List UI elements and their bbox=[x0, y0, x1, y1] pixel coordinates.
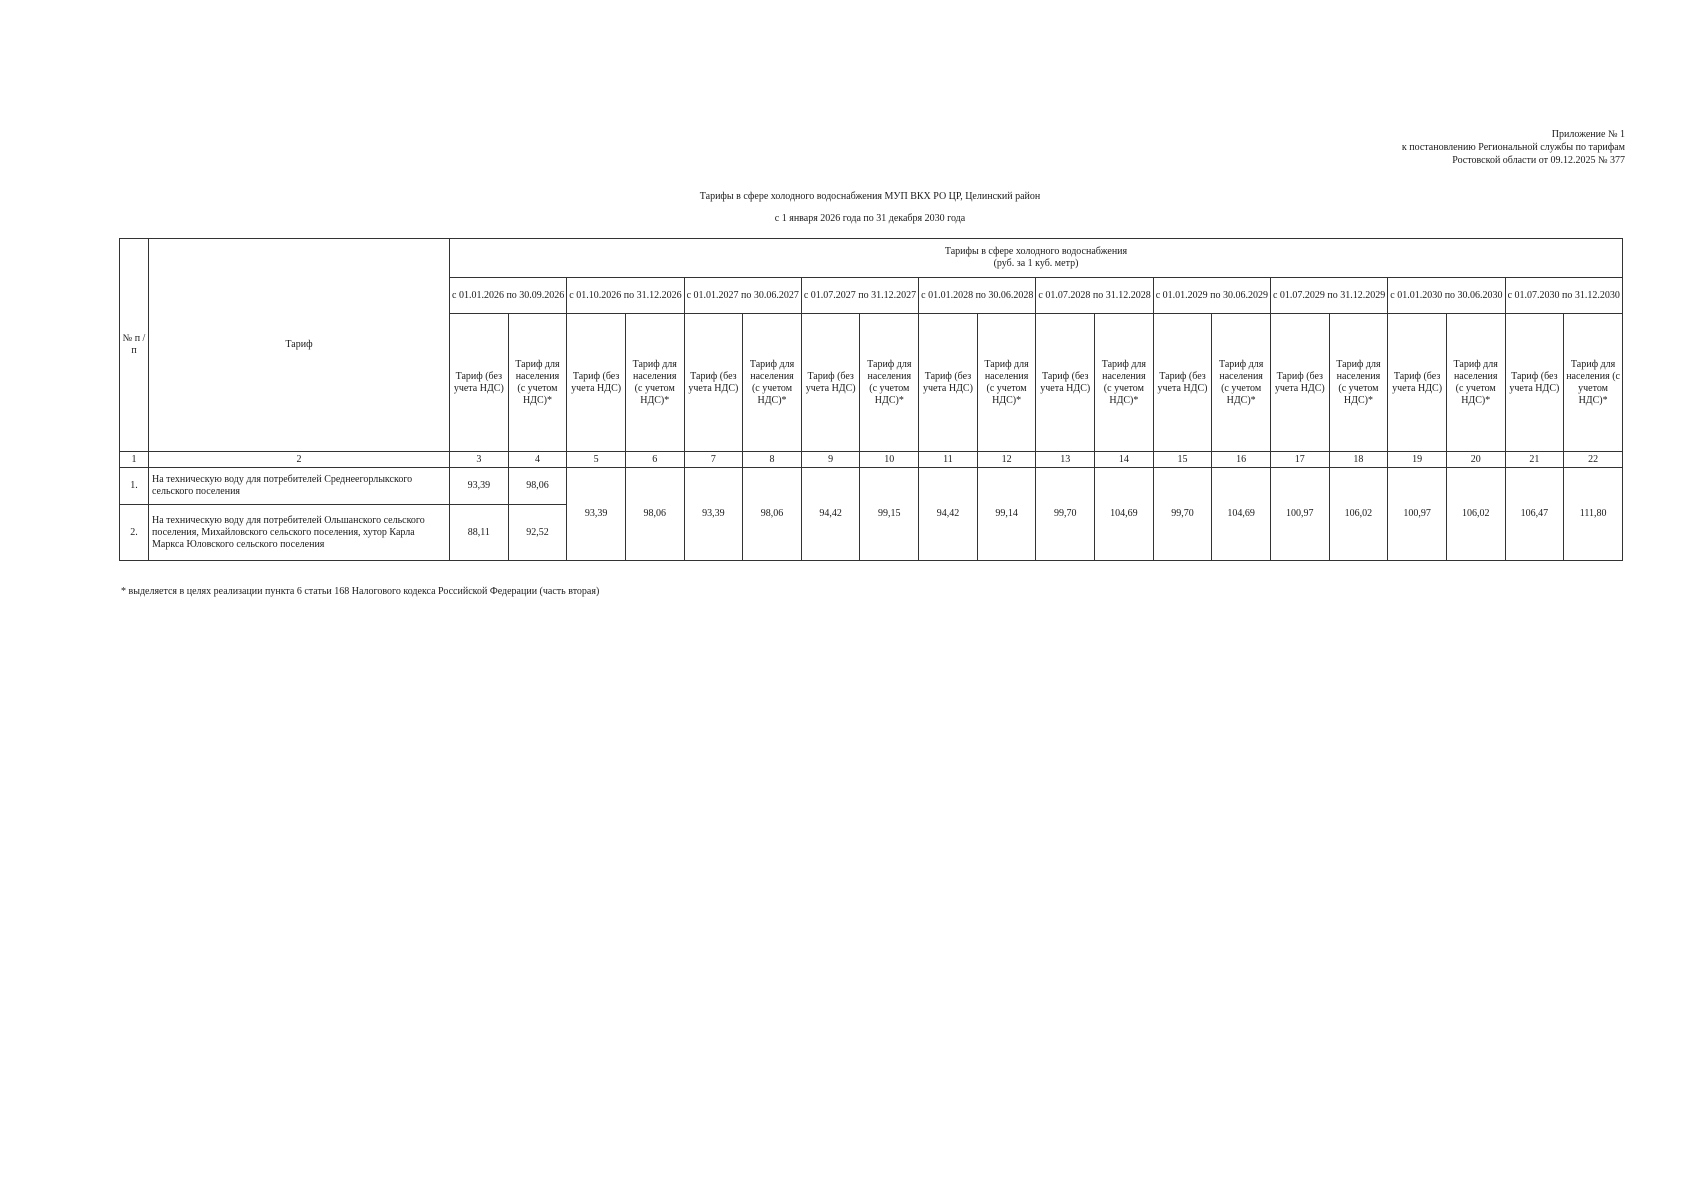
column-number: 6 bbox=[625, 452, 684, 468]
subheader-no-vat: Тариф (без учета НДС) bbox=[1388, 314, 1447, 452]
period-header: с 01.10.2026 по 31.12.2026 bbox=[567, 278, 684, 314]
subheader-no-vat: Тариф (без учета НДС) bbox=[1270, 314, 1329, 452]
column-number: 19 bbox=[1388, 452, 1447, 468]
value-cell-shared: 93,39 bbox=[567, 468, 626, 561]
column-number: 7 bbox=[684, 452, 743, 468]
subheader-no-vat: Тариф (без учета НДС) bbox=[1036, 314, 1095, 452]
value-cell-shared: 100,97 bbox=[1388, 468, 1447, 561]
value-cell-shared: 104,69 bbox=[1095, 468, 1154, 561]
header-number: № п /п bbox=[120, 239, 149, 452]
subheader-no-vat: Тариф (без учета НДС) bbox=[450, 314, 509, 452]
appendix-header bbox=[1402, 128, 1625, 167]
column-number: 16 bbox=[1212, 452, 1271, 468]
value-cell-shared: 99,70 bbox=[1036, 468, 1095, 561]
appendix-line-2: к постановлению Региональной службы по тарифам bbox=[1401, 142, 1625, 153]
value-cell: 98,06 bbox=[508, 468, 567, 505]
column-number: 22 bbox=[1564, 452, 1623, 468]
column-number: 1 bbox=[120, 452, 149, 468]
value-cell-shared: 93,39 bbox=[684, 468, 743, 561]
document-period: с 1 января 2026 года по 31 декабря 2030 года bbox=[774, 213, 966, 224]
value-cell: 92,52 bbox=[508, 505, 567, 561]
footnote: * выделяется в целях реализации пункта 6 статьи 168 Налогового кодекса Российской Федерации (часть вторая) bbox=[121, 586, 600, 597]
row-number: 2. bbox=[120, 505, 149, 561]
subheader-no-vat: Тариф (без учета НДС) bbox=[801, 314, 860, 452]
value-cell-shared: 99,70 bbox=[1153, 468, 1212, 561]
column-number: 15 bbox=[1153, 452, 1212, 468]
column-number: 11 bbox=[919, 452, 978, 468]
header-group-line-2: (руб. за 1 куб. метр) bbox=[993, 258, 1079, 269]
subheader-population: Тариф для населения (с учетом НДС)* bbox=[977, 314, 1036, 452]
subheader-population: Тариф для населения (с учетом НДС)* bbox=[1564, 314, 1623, 452]
period-header: с 01.07.2027 по 31.12.2027 bbox=[801, 278, 918, 314]
document-title: Тарифы в сфере холодного водоснабжения МУП ВКХ РО ЦР, Целинский район bbox=[699, 191, 1041, 202]
column-number: 18 bbox=[1329, 452, 1388, 468]
subheader-population: Тариф для населения (с учетом НДС)* bbox=[743, 314, 802, 452]
value-cell-shared: 98,06 bbox=[743, 468, 802, 561]
appendix-line-1: Приложение № 1 bbox=[1551, 129, 1625, 140]
row-number: 1. bbox=[120, 468, 149, 505]
period-header: с 01.01.2026 по 30.09.2026 bbox=[450, 278, 567, 314]
period-header: с 01.07.2028 по 31.12.2028 bbox=[1036, 278, 1153, 314]
column-number: 5 bbox=[567, 452, 626, 468]
table-row bbox=[120, 468, 1623, 505]
row-tariff-name: На техническую воду для потребителей Среднеегорлыкского сельского поселения bbox=[149, 468, 450, 505]
column-number: 13 bbox=[1036, 452, 1095, 468]
value-cell-shared: 99,15 bbox=[860, 468, 919, 561]
header-group-line-1: Тарифы в сфере холодного водоснабжения bbox=[944, 246, 1128, 257]
subheader-no-vat: Тариф (без учета НДС) bbox=[567, 314, 626, 452]
column-number: 10 bbox=[860, 452, 919, 468]
value-cell: 93,39 bbox=[450, 468, 509, 505]
column-number: 4 bbox=[508, 452, 567, 468]
subheader-no-vat: Тариф (без учета НДС) bbox=[919, 314, 978, 452]
value-cell-shared: 106,47 bbox=[1505, 468, 1564, 561]
subheader-population: Тариф для населения (с учетом НДС)* bbox=[1212, 314, 1271, 452]
subheader-population: Тариф для населения (с учетом НДС)* bbox=[1446, 314, 1505, 452]
column-number: 3 bbox=[450, 452, 509, 468]
column-number: 17 bbox=[1270, 452, 1329, 468]
subheader-no-vat: Тариф (без учета НДС) bbox=[1505, 314, 1564, 452]
row-tariff-name: На техническую воду для потребителей Ольшанского сельского поселения, Михайловского сельского поселения, хутор Карла Маркса Юловского сельского поселения bbox=[149, 505, 450, 561]
period-header: с 01.01.2028 по 30.06.2028 bbox=[919, 278, 1036, 314]
period-header: с 01.07.2030 по 31.12.2030 bbox=[1505, 278, 1622, 314]
header-group bbox=[450, 239, 1623, 278]
period-header: с 01.01.2030 по 30.06.2030 bbox=[1388, 278, 1505, 314]
tariff-table bbox=[119, 238, 1623, 561]
value-cell-shared: 94,42 bbox=[801, 468, 860, 561]
period-header: с 01.01.2029 по 30.06.2029 bbox=[1153, 278, 1270, 314]
value-cell-shared: 104,69 bbox=[1212, 468, 1271, 561]
value-cell-shared: 106,02 bbox=[1329, 468, 1388, 561]
column-number: 14 bbox=[1095, 452, 1154, 468]
value-cell-shared: 99,14 bbox=[977, 468, 1036, 561]
column-number: 12 bbox=[977, 452, 1036, 468]
subheader-population: Тариф для населения (с учетом НДС)* bbox=[860, 314, 919, 452]
column-number: 9 bbox=[801, 452, 860, 468]
header-row-group bbox=[120, 239, 1623, 278]
subheader-population: Тариф для населения (с учетом НДС)* bbox=[625, 314, 684, 452]
value-cell-shared: 111,80 bbox=[1564, 468, 1623, 561]
column-number: 2 bbox=[149, 452, 450, 468]
column-number-row bbox=[120, 452, 1623, 468]
subheader-no-vat: Тариф (без учета НДС) bbox=[1153, 314, 1212, 452]
value-cell-shared: 98,06 bbox=[625, 468, 684, 561]
period-header: с 01.07.2029 по 31.12.2029 bbox=[1270, 278, 1387, 314]
period-header: с 01.01.2027 по 30.06.2027 bbox=[684, 278, 801, 314]
value-cell: 88,11 bbox=[450, 505, 509, 561]
subheader-no-vat: Тариф (без учета НДС) bbox=[684, 314, 743, 452]
column-number: 21 bbox=[1505, 452, 1564, 468]
value-cell-shared: 106,02 bbox=[1446, 468, 1505, 561]
appendix-line-3: Ростовской области от 09.12.2025 № 377 bbox=[1452, 155, 1625, 166]
value-cell-shared: 94,42 bbox=[919, 468, 978, 561]
header-tariff: Тариф bbox=[149, 239, 450, 452]
subheader-population: Тариф для населения (с учетом НДС)* bbox=[1095, 314, 1154, 452]
subheader-population: Тариф для населения (с учетом НДС)* bbox=[1329, 314, 1388, 452]
column-number: 8 bbox=[743, 452, 802, 468]
value-cell-shared: 100,97 bbox=[1270, 468, 1329, 561]
subheader-population: Тариф для населения (с учетом НДС)* bbox=[508, 314, 567, 452]
column-number: 20 bbox=[1446, 452, 1505, 468]
